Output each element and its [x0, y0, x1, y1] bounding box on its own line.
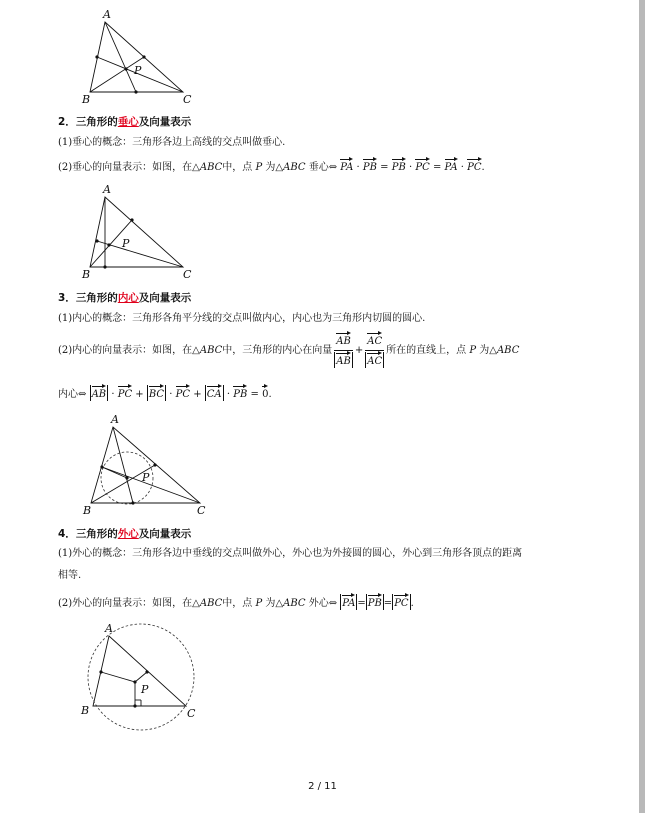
incenter-vector-formula-line2: 内心⇔ AB · PC + BC · PC + CA · PB = 0. [58, 385, 272, 402]
vertex-c-label: C [183, 93, 192, 106]
highlight-incenter: 内心 [117, 292, 139, 304]
section-heading-orthocenter: 2．三角形的垂心及向量表示 [58, 116, 192, 128]
orthocenter-concept: (1)垂心的概念：三角形各边上高线的交点叫做垂心. [58, 137, 286, 148]
vertex-b-label: B [81, 704, 90, 717]
page-number: 2 / 11 [308, 781, 337, 792]
figure-orthocenter-triangle [80, 183, 200, 283]
incenter-vector-formula-line1: (2)内心的向量表示：如图，在△ABC中，三角形的内心在向量 $\frac{AB}{AB}$ + $\frac{AC}{AC}$ 所在的直线上，点 P 为△ABC [58, 332, 519, 369]
orthocenter-vector-formula: (2)垂心的向量表示：如图，在△ABC中，点 P 为△ABC 垂心⇔ PA · PB = PB · PC = PA · PC. [58, 158, 485, 175]
page-edge [639, 0, 645, 813]
circumcenter-concept-line2: 相等. [58, 570, 82, 581]
circumcenter-concept-line1: (1)外心的概念：三角形各边中垂线的交点叫做外心，外心也为外接圆的圆心，外心到三角形各顶点的距离 [58, 548, 523, 559]
circumcenter-vector-formula: (2)外心的向量表示：如图，在△ABC中，点 P 为△ABC 外心⇔ PA = PB = PC . [58, 594, 414, 611]
section-heading-circumcenter: 4．三角形的外心及向量表示 [58, 528, 192, 540]
vertex-b-label: B [82, 268, 91, 281]
figure-incenter-triangle [80, 413, 210, 518]
highlight-orthocenter: 垂心 [117, 116, 139, 128]
vertex-b-label: B [82, 93, 91, 106]
point-p-label: P [134, 64, 142, 77]
vertex-b-label: B [83, 504, 92, 517]
point-p-label: P [122, 237, 130, 250]
point-p-label: P [141, 683, 149, 696]
figure-circumcenter-triangle [78, 622, 208, 727]
figure-centroid-triangle [80, 8, 200, 108]
incenter-concept: (1)内心的概念：三角形各角平分线的交点叫做内心，内心也为三角形内切圆的圆心. [58, 313, 426, 324]
point-p-label: P [142, 471, 150, 484]
vertex-a-label: A [105, 622, 113, 635]
vertex-c-label: C [197, 504, 206, 517]
vertex-c-label: C [183, 268, 192, 281]
vertex-a-label: A [103, 8, 111, 21]
vertex-a-label: A [111, 413, 119, 426]
highlight-circumcenter: 外心 [117, 528, 139, 540]
section-heading-incenter: 3．三角形的内心及向量表示 [58, 292, 192, 304]
vertex-a-label: A [103, 183, 111, 196]
vertex-c-label: C [187, 707, 196, 720]
